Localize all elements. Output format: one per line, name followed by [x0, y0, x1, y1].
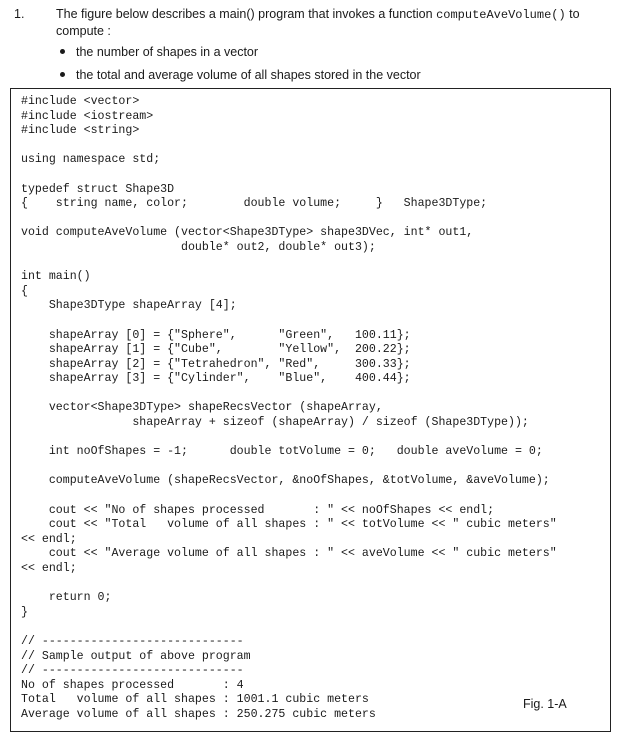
code-line: [21, 577, 610, 592]
code-line: { string name, color; double volume; } Shape3DType;: [21, 197, 488, 211]
code-line: #include <iostream>: [21, 109, 154, 123]
code-line: Total volume of all shapes : 1001.1 cubic meters: [21, 693, 369, 707]
code-line: vector<Shape3DType> shapeRecsVector (shapeArray,: [21, 401, 383, 415]
code-line: [21, 620, 610, 635]
question-text-before: The figure below describes a main() program that invokes a function: [56, 7, 437, 21]
code-line: void computeAveVolume (vector<Shape3DType> shape3DVec, int* out1,: [21, 226, 474, 240]
code-line: int main(): [21, 270, 91, 284]
code-line: [21, 431, 610, 446]
code-line: computeAveVolume (shapeRecsVector, &noOfShapes, &totVolume, &aveVolume);: [21, 474, 550, 488]
figure-label: Fig. 1-A: [523, 697, 567, 711]
code-line: shapeArray [1] = {"Cube", "Yellow", 200.22};: [21, 343, 411, 357]
code-line: int noOfShapes = -1; double totVolume = 0; double aveVolume = 0;: [21, 445, 543, 459]
code-line: cout << "Average volume of all shapes : " << aveVolume << " cubic meters": [21, 547, 557, 561]
code-line: cout << "Total volume of all shapes : " << totVolume << " cubic meters": [21, 518, 557, 532]
code-line: using namespace std;: [21, 153, 161, 167]
code-line: No of shapes processed : 4: [21, 678, 244, 692]
code-line: [21, 387, 610, 402]
code-line: #include <string>: [21, 124, 140, 138]
code-line: shapeArray + sizeof (shapeArray) / sizeof (Shape3DType));: [21, 416, 529, 430]
code-line: Shape3DType shapeArray [4];: [21, 299, 237, 313]
code-line: [21, 139, 610, 154]
bullet-item: the number of shapes in a vector: [60, 44, 614, 60]
code-line: // -----------------------------: [21, 634, 244, 648]
code-line: shapeArray [2] = {"Tetrahedron", "Red", 300.33};: [21, 357, 411, 371]
code-listing-box: [10, 88, 611, 732]
bullet-item: the total and average volume of all shapes stored in the vector: [60, 67, 614, 83]
code-line: // Sample output of above program: [21, 649, 251, 663]
code-line: // -----------------------------: [21, 664, 244, 678]
code-line: #include <vector>: [21, 95, 140, 108]
function-name: computeAveVolume(): [436, 8, 566, 22]
code-line: [21, 460, 610, 475]
question-text: [56, 6, 614, 39]
question-intro: [14, 6, 614, 90]
code-line: double* out2, double* out3);: [21, 240, 376, 254]
code-line: Average volume of all shapes : 250.275 cubic meters: [21, 707, 376, 721]
code-line: << endl;: [21, 532, 77, 546]
code-listing: [21, 95, 610, 723]
code-line: [21, 168, 610, 183]
question-bullet-list: [14, 44, 614, 83]
code-line: typedef struct Shape3D: [21, 182, 175, 196]
code-line: [21, 256, 610, 271]
code-line: [21, 212, 610, 227]
code-line: shapeArray [3] = {"Cylinder", "Blue", 400.44};: [21, 372, 411, 386]
code-line: [21, 489, 610, 504]
code-line: }: [21, 605, 28, 619]
code-line: << endl;: [21, 562, 77, 575]
question-number: 1.: [14, 7, 25, 21]
question-text-after: to compute :: [56, 7, 580, 38]
code-line: return 0;: [21, 591, 112, 605]
question-row: [14, 6, 614, 39]
code-line: {: [21, 284, 28, 298]
code-line: cout << "No of shapes processed : " << noOfShapes << endl;: [21, 503, 495, 517]
code-line: shapeArray [0] = {"Sphere", "Green", 100.11};: [21, 328, 411, 342]
code-line: [21, 314, 610, 329]
